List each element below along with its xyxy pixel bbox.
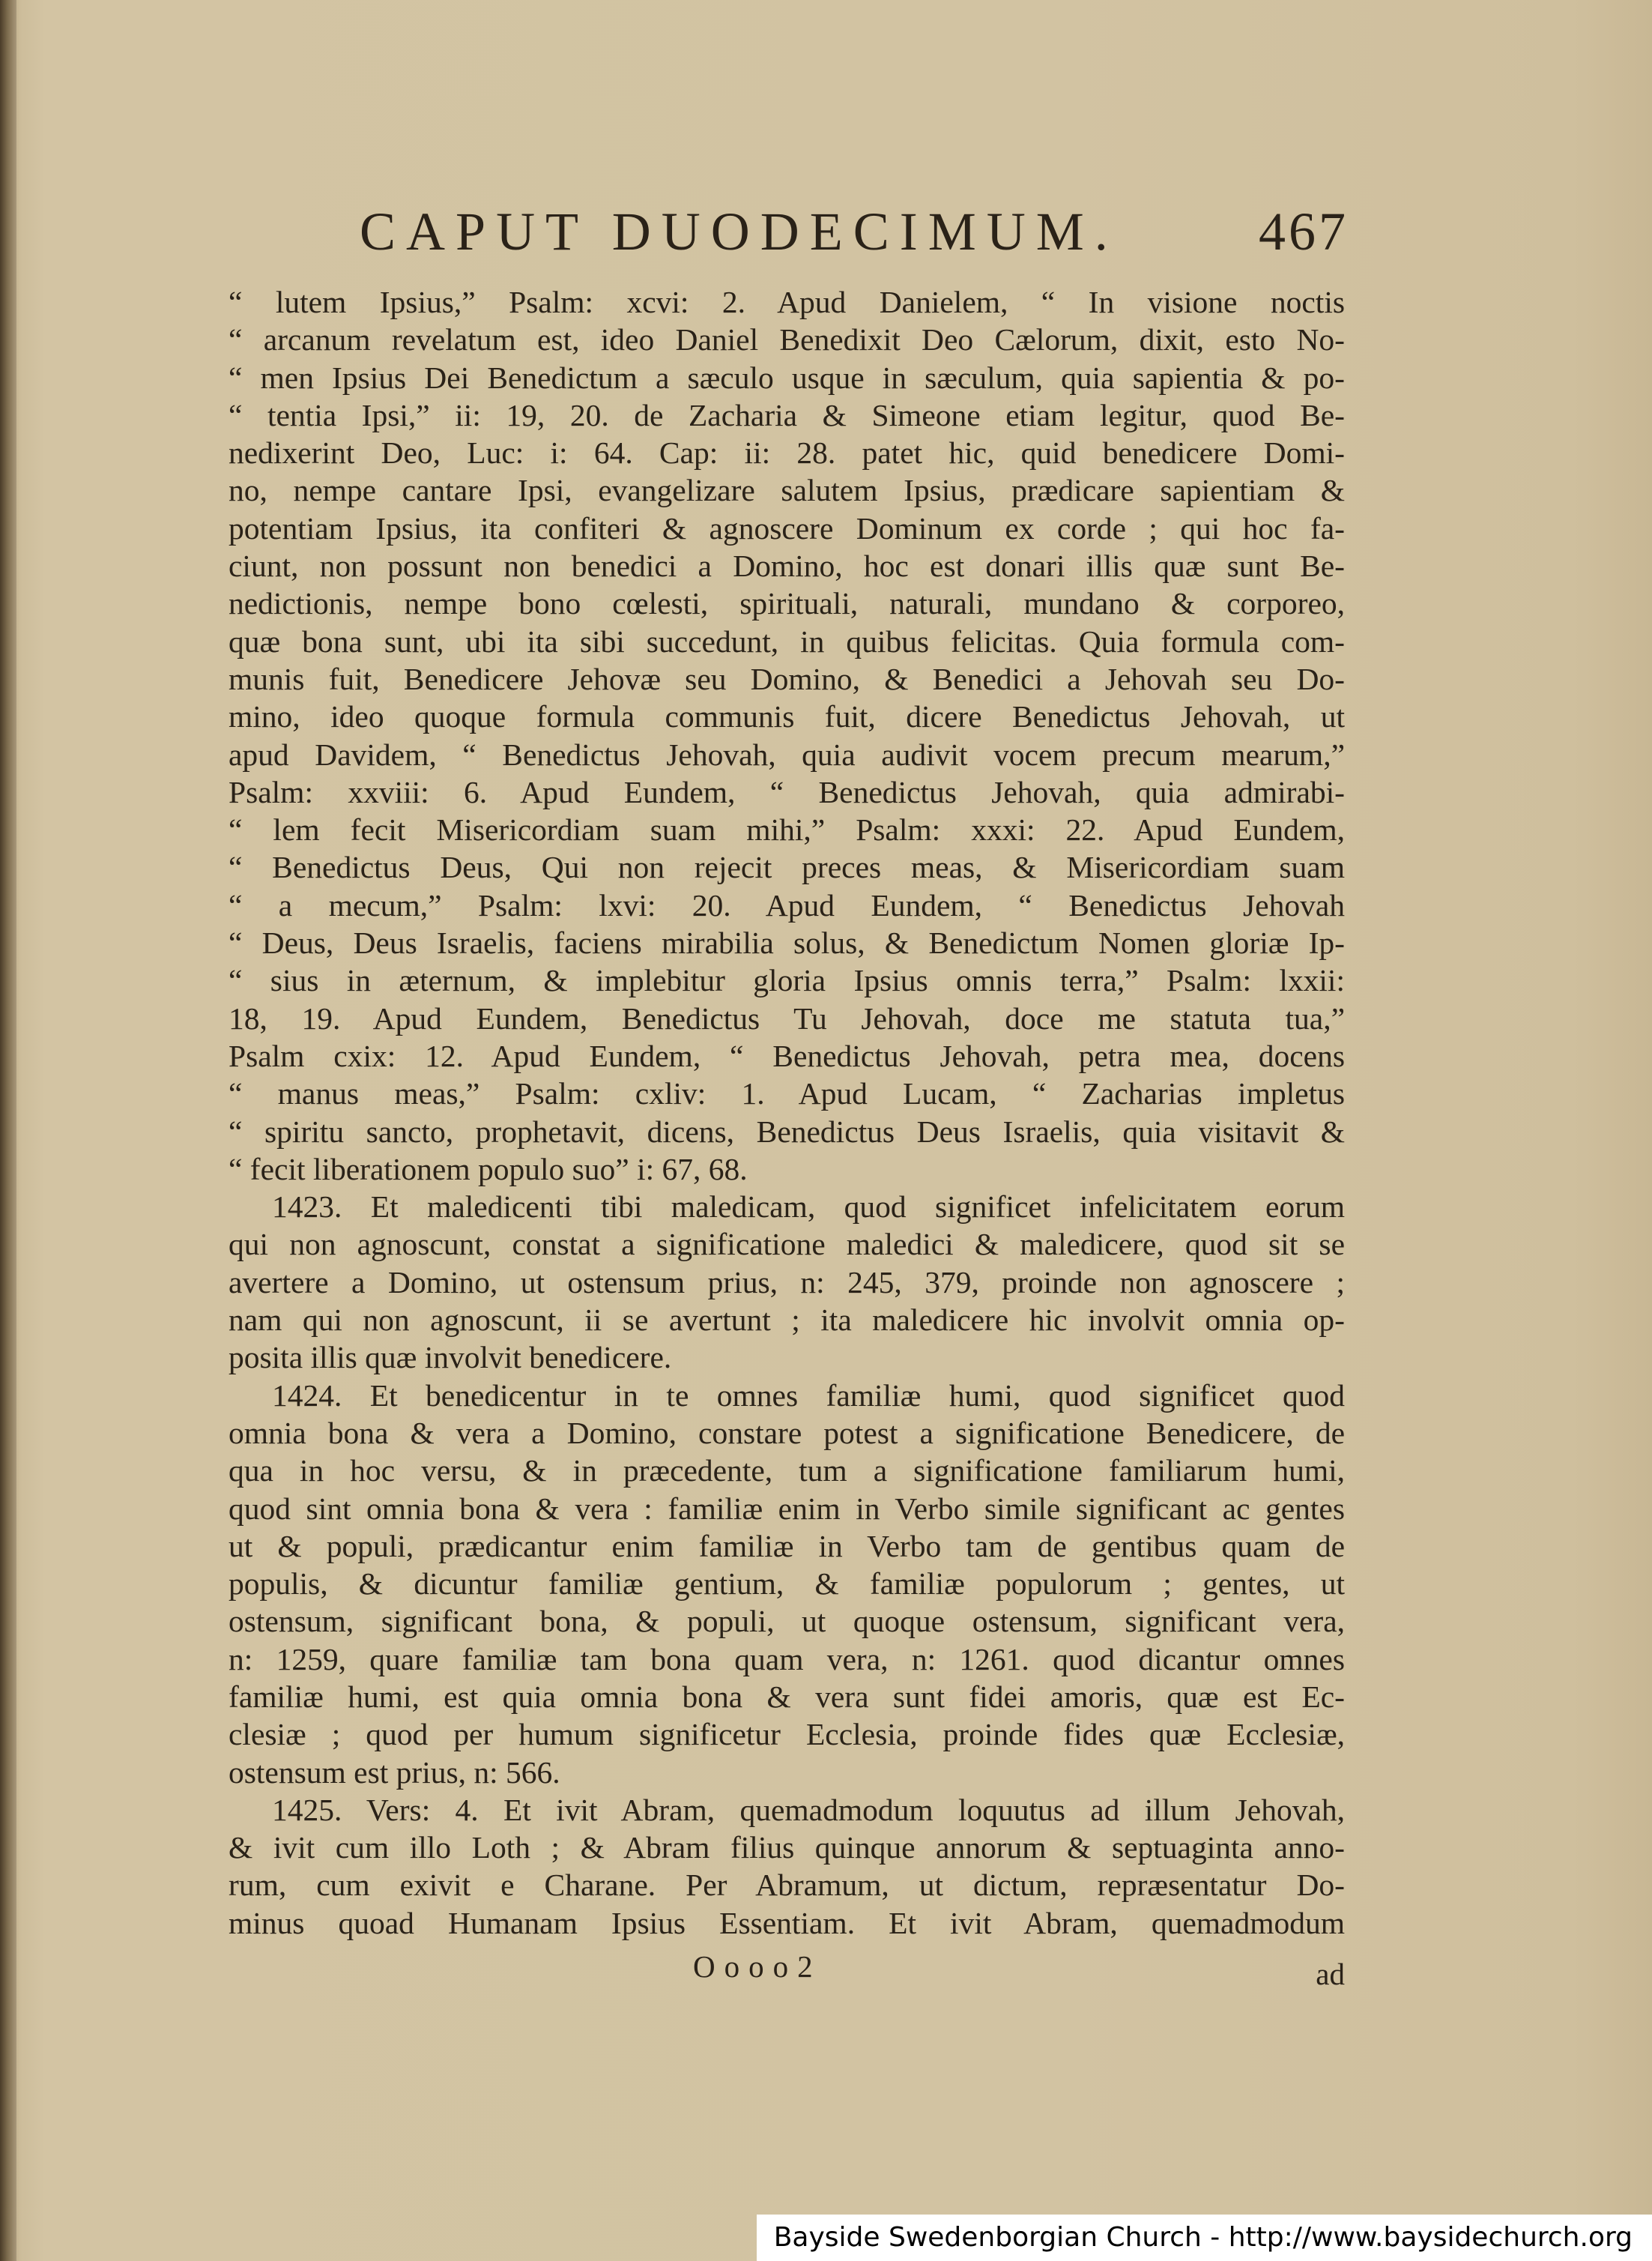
text-line: “ a mecum,” Psalm: lxvi: 20. Apud Eundem, “ Benedictus Jehovah xyxy=(229,887,1345,923)
signature-mark: Oooo2 xyxy=(693,1949,822,1984)
text-line: munis fuit, Benedicere Jehovæ seu Domino, & Benedici a Jehovah seu Do- xyxy=(229,661,1345,696)
text-line: & ivit cum illo Loth ; & Abram filius quinque annorum & septuaginta anno- xyxy=(229,1830,1345,1865)
footer-credit-bar xyxy=(757,2215,1652,2261)
text-line: Psalm: xxviii: 6. Apud Eundem, “ Benedictus Jehovah, quia admirabi- xyxy=(229,774,1345,809)
text-line: n: 1259, quare familiæ tam bona quam vera, n: 1261. quod dicantur omnes xyxy=(229,1641,1345,1676)
body-text xyxy=(229,283,1345,1942)
catchword: ad xyxy=(1316,1957,1345,1991)
text-line: mino, ideo quoque formula communis fuit, dicere Benedictus Jehovah, ut xyxy=(229,699,1345,734)
running-title: CAPUT DUODECIMUM. xyxy=(360,202,1119,262)
text-line: populis, & dicuntur familiæ gentium, & familiæ populorum ; gentes, ut xyxy=(229,1566,1345,1602)
text-line: “ fecit liberationem populo suo” i: 67, 68. xyxy=(229,1151,748,1186)
text-line: rum, cum exivit e Charane. Per Abramum, ut dictum, repræsentatur Do- xyxy=(229,1868,1345,1903)
text-line: “ spiritu sancto, prophetavit, dicens, Benedictus Deus Israelis, quia visitavit & xyxy=(229,1114,1345,1149)
text-line: no, nempe cantare Ipsi, evangelizare salutem Ipsius, prædicare sapientiam & xyxy=(229,473,1345,508)
text-line: “ tentia Ipsi,” ii: 19, 20. de Zacharia & Simeone etiam legitur, quod Be- xyxy=(229,397,1345,432)
text-line: apud Davidem, “ Benedictus Jehovah, quia audivit vocem precum mearum,” xyxy=(229,737,1345,772)
text-line: minus quoad Humanam Ipsius Essentiam. Et ivit Abram, quemadmodum xyxy=(229,1905,1345,1940)
text-line: nedictionis, nempe bono cœlesti, spirituali, naturali, mundano & corporeo, xyxy=(229,586,1345,621)
text-line: “ manus meas,” Psalm: cxliv: 1. Apud Lucam, “ Zacharias impletus xyxy=(229,1076,1345,1111)
text-line: “ sius in æternum, & implebitur gloria Ipsius omnis terra,” Psalm: lxxii: xyxy=(229,963,1345,998)
text-line: potentiam Ipsius, ita confiteri & agnoscere Dominum ex corde ; qui hoc fa- xyxy=(229,510,1345,546)
text-line: omnia bona & vera a Domino, constare potest a significatione Benedicere, de xyxy=(229,1415,1345,1450)
text-line: nam qui non agnoscunt, ii se avertunt ; ita maledicere hic involvit omnia op- xyxy=(229,1302,1345,1338)
book-page xyxy=(229,0,1349,2261)
book-gutter xyxy=(0,0,16,2261)
text-line: ostensum est prius, n: 566. xyxy=(229,1754,560,1790)
text-line: 18, 19. Apud Eundem, Benedictus Tu Jehovah, doce me statuta tua,” xyxy=(229,1000,1345,1036)
text-line: 1425. Vers: 4. Et ivit Abram, quemadmodum loquutus ad illum Jehovah, xyxy=(272,1792,1345,1827)
text-line: qua in hoc versu, & in præcedente, tum a significatione familiarum humi, xyxy=(229,1453,1345,1488)
text-line: 1423. Et maledicenti tibi maledicam, quod significet infelicitatem eorum xyxy=(272,1189,1345,1225)
text-line: nedixerint Deo, Luc: i: 64. Cap: ii: 28. patet hic, quid benedicere Domi- xyxy=(229,435,1345,471)
text-line: clesiæ ; quod per humum significetur Ecclesia, proinde fides quæ Ecclesiæ, xyxy=(229,1717,1345,1752)
footer-credit: Bayside Swedenborgian Church - http://www.baysidechurch.org xyxy=(773,2222,1633,2253)
text-line: “ Deus, Deus Israelis, faciens mirabilia solus, & Benedictum Nomen gloriæ Ip- xyxy=(229,926,1345,961)
text-line: “ men Ipsius Dei Benedictum a sæculo usque in sæculum, quia sapientia & po- xyxy=(229,360,1345,395)
page-header xyxy=(360,201,1349,268)
text-line: avertere a Domino, ut ostensum prius, n: 245, 379, proinde non agnoscere ; xyxy=(229,1264,1345,1299)
text-line: 1424. Et benedicentur in te omnes familiæ humi, quod significet quod xyxy=(272,1377,1345,1413)
text-line: ostensum, significant bona, & populi, ut quoque ostensum, significant vera, xyxy=(229,1604,1345,1639)
text-line: “ Benedictus Deus, Qui non rejecit preces meas, & Misericordiam suam xyxy=(229,850,1345,885)
text-line: Psalm cxix: 12. Apud Eundem, “ Benedictus Jehovah, petra mea, docens xyxy=(229,1038,1345,1073)
text-line: qui non agnoscunt, constat a significatione maledici & maledicere, quod sit se xyxy=(229,1227,1345,1262)
text-line: posita illis quæ involvit benedicere. xyxy=(229,1340,672,1375)
text-line: ut & populi, prædicantur enim familiæ in Verbo tam de gentibus quam de xyxy=(229,1528,1345,1563)
text-line: quæ bona sunt, ubi ita sibi succedunt, in quibus felicitas. Quia formula com- xyxy=(229,624,1345,659)
text-line: “ lutem Ipsius,” Psalm: xcvi: 2. Apud Danielem, “ In visione noctis xyxy=(229,285,1345,319)
text-line: ciunt, non possunt non benedici a Domino, hoc est donari illis quæ sunt Be- xyxy=(229,549,1345,584)
text-line: quod sint omnia bona & vera : familiæ enim in Verbo simile significant ac gentes xyxy=(229,1491,1345,1526)
text-line: “ lem fecit Misericordiam suam mihi,” Psalm: xxxi: 22. Apud Eundem, xyxy=(229,812,1345,848)
page-number: 467 xyxy=(1259,202,1349,262)
text-line: “ arcanum revelatum est, ideo Daniel Benedixit Deo Cælorum, dixit, esto No- xyxy=(229,322,1345,357)
text-line: familiæ humi, est quia omnia bona & vera sunt fidei amoris, quæ est Ec- xyxy=(229,1679,1345,1714)
